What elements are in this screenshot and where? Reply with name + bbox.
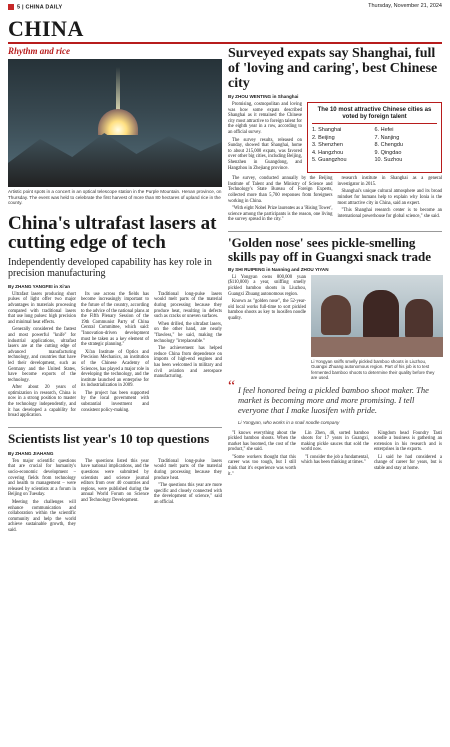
paragraph: research institute in Shanghai as a general investigator in 2015.	[337, 176, 442, 187]
city-item: 10. Suzhou	[374, 157, 403, 163]
article-headline-questions[interactable]: Scientists list year's 10 top questions	[8, 427, 222, 446]
body-column	[81, 292, 149, 421]
paragraph: Shanghai's unique cultural atmosphere and its broad mindset for humans help to explain why Ionia is the most attractive city in China, said an expert.	[337, 189, 442, 206]
pull-quote-text: I feel honored being a pickled bamboo shoot maker. The market is becoming more and more promising. I tell everyone that I make luosifen with pride.	[238, 384, 429, 415]
body-column	[228, 431, 296, 480]
left-column	[8, 46, 222, 536]
city-item: 4. Hangzhou	[312, 149, 344, 156]
right-column	[228, 46, 442, 479]
body-column	[228, 275, 306, 381]
top-cities-box	[307, 102, 442, 173]
body-column	[338, 176, 443, 225]
body-column	[301, 431, 369, 480]
paragraph: When drilled, the ultrafast lasers, on the other hand, are nearly "flawless," he said, making the technology "irreplaceable."	[154, 321, 222, 344]
paragraph: "I consider the job a fundamental, which has been thinking at times."	[301, 454, 369, 466]
brand-logo-icon	[8, 4, 14, 10]
body-column	[154, 292, 222, 421]
paragraph: Its use across the fields has become increasingly important to the future of the country, according to the advice of the national plans at the Fifth Plenary Session of the 19th Communist Party of China Central Committee, which said: "Innovation-driven development must be taken as a key element of the strategic planning."	[81, 291, 149, 348]
top-cities-list	[312, 127, 437, 165]
paragraph: The project has been supported by the local government with substantial investment and consistent policy-making.	[81, 390, 149, 413]
article-body-golden-nose	[228, 431, 442, 480]
photo-kicker: Rhythm and rice	[8, 46, 71, 56]
telescope-concert-photo	[8, 59, 222, 187]
city-item: 8. Chengdu	[374, 142, 403, 148]
person-figure	[363, 290, 399, 340]
paragraph: After about 20 years of optimization in research, China is now in a strong position to master the technology independently, and it has developed a capability for broad application.	[8, 385, 76, 419]
body-column	[8, 292, 76, 421]
paragraph: Ten major scientific questions that are crucial for humanity's socio-economic development – covering fields from technology and health to management – were released by scientists at a forum in Beijing on Tuesday.	[8, 458, 76, 498]
pickle-sniffing-photo	[311, 275, 443, 357]
article-byline-golden-nose: By SHI RUIPENG in Nanning and ZHOU YIYAN	[228, 266, 329, 272]
paragraph: The survey results, released on Sunday, showed that Shanghai, home to about 215,000 expats, was favored over other big cities, including Beijing, Shenzhen in Guangdong, and Hangzhou in Zhejiang province.	[228, 137, 302, 171]
city-item: 1. Shanghai	[312, 127, 342, 133]
issue-date: Thursday, November 21, 2024	[368, 3, 442, 9]
article-body-expats	[228, 176, 442, 225]
cities-right-column	[375, 127, 438, 165]
paragraph: Ultrafast lasers producing short pulses of light offer two major advantages in materials processing compared with traditional lasers that use long pulses: high precision and minimal heat effects.	[8, 291, 76, 325]
pull-quote	[228, 377, 442, 428]
brand-name: CHINA DAILY	[25, 4, 63, 11]
mountain-silhouette	[8, 127, 222, 187]
city-item: 2. Beijing	[312, 134, 335, 141]
city-item: 7. Nanjing	[374, 134, 400, 141]
brand: 5 | CHINA DAILY	[8, 4, 62, 10]
paragraph: "I knows everything about the pickled bamboo shoots. When the market has boomed, the cost of the product," she said.	[228, 430, 296, 453]
cities-left-column	[312, 127, 375, 165]
person-figure	[321, 295, 351, 335]
person-figure	[405, 299, 433, 339]
telescope-dome	[98, 109, 138, 135]
city-item: 3. Shenzhen	[312, 142, 343, 148]
body-column	[228, 176, 333, 225]
paragraph: "The questions this year are more specific and closely connected with the development of science," said an official.	[154, 483, 222, 505]
paragraph: Xi'an Institute of Optics and Precision Mechanics, an institution of the Chinese Academy of Sciences, has played a major role in developing the technology, and the institute launched an enterprise for its industrialization in 2009.	[81, 349, 149, 389]
paragraph: The achievement has helped reduce China from dependence on imports of high-end engines and has been welcomed in military and civil aviation and aerospace manufacturing.	[154, 346, 222, 380]
body-column	[228, 102, 302, 173]
paragraph: Li said he had considered a change of career for years, but is stable and stay at home.	[374, 454, 442, 472]
section-rule	[8, 42, 442, 44]
article-body-lasers	[8, 292, 222, 421]
golden-nose-top-row	[228, 275, 442, 381]
article-headline-lasers[interactable]: China's ultrafast lasers at cutting edge of tech	[8, 212, 217, 253]
paragraph: Generally considered the fastest and most powerful "knife" for industrial applications, ultrafast lasers are at the cutting edge of advanced manufacturing technology, and countries that have led their development, such as Germany and the United States, have become exports of the technology.	[8, 327, 76, 383]
paragraph: Meeting the challenges will enhance communication and collaboration within the scientific community and help the world achieve sustainable growth, they said.	[8, 500, 76, 533]
paragraph: Known as "golden nose", the 52-year-old local works full-time to sort pickled bamboo shoots as key to luosifen noodle quality.	[228, 299, 306, 322]
city-item: 9. Qingdao	[374, 149, 402, 156]
article-headline-golden-nose[interactable]: 'Golden nose' sees pickle-smelling skills pay off in Guangxi snack trade	[228, 231, 442, 264]
body-column	[154, 459, 222, 536]
paragraph: "Some workers thought that this career was too tough, but I still think that it's experience was worth it."	[228, 454, 296, 477]
masthead-bar	[0, 0, 450, 14]
paragraph: The questions listed this year have national implications, and the questions were submitted by scientists and science journal editors from over 40 countries and regions, were published during the annual World Forum on Science and Technology Development.	[81, 458, 149, 503]
article-body-questions	[8, 459, 222, 536]
article-subhead-lasers: Independently developed capability has key role in precision manufacturing	[8, 256, 212, 279]
article-byline-lasers: By ZHANG YANGFEI in Xi'an	[8, 283, 71, 289]
paragraph: "This Shanghai research center is to become an international powerhouse for global science," she said.	[337, 208, 442, 219]
golden-nose-photo-block	[311, 275, 442, 381]
section-title: CHINA	[8, 16, 84, 41]
paragraph: Li Yongyan owns 800,000 yuan ($110,000) a year, sniffing smelly pickled bamboo shoots in Liuzhou, Guangxi Zhuang autonomous region.	[228, 274, 306, 297]
body-column	[81, 459, 149, 536]
paragraph: Kingdom head Foundry Tasti noodle a business is gathering an extension in his research and is enterprises in the exports.	[374, 430, 442, 453]
expats-top-row	[228, 102, 442, 173]
body-column	[374, 431, 442, 480]
paragraph: Promising, cosmopolitan and loving was how some expats described Shanghai as it remained the Chinese city most attractive to foreign talent for the eighth year in a row, according to an official survey.	[228, 102, 302, 135]
table-surface	[311, 337, 443, 357]
photo-caption: Li Yongyan sniffs smelly pickled bamboo shoots in Liuzhou, Guangxi Zhuang autonomous region. Part of his job is to test fermented bamboo shoots to determine their quality before they are used.	[311, 358, 435, 381]
city-item: 5. Guangzhou	[312, 157, 347, 163]
paragraph: Lin Zhen, 46, sorted bamboo shoots for 17 years in Guangxi, making pickle sauces that sold the world now.	[301, 430, 369, 453]
page-number: 5	[17, 4, 21, 11]
pull-quote-source: Li Yongyan, who works in a snail noodle company	[238, 419, 340, 425]
article-headline-expats[interactable]: Surveyed expats say Shanghai, full of 'loving and caring', best Chinese city	[228, 46, 438, 91]
paragraph: Traditional long-pulse lasers would melt parts of the material during processing because they produce heat, resulting in defects such as cracks or uneven surfaces.	[154, 291, 222, 320]
body-column	[8, 459, 76, 536]
paragraph: The survey, conducted annually by the Beijing Institute of Talent and the Ministry of Science and Technology's State Bureau of Foreign Experts, collected more than 5,700 responses from foreigners working in China.	[228, 176, 333, 204]
paragraph: "With eight Nobel Prize laureates as a 'Rising Tower', science among the participants is the reason, one living the survey spread in the city."	[228, 206, 333, 223]
top-cities-title: The 10 most attractive Chinese cities as voted by foreign talent	[312, 107, 437, 124]
photo-caption: Artistic point spots in a concert in an optical telescope station in the Purple Mountain. Henan province, on Thursday. The event was held to celebrate the first harvest of more than 80 hectares of upland rice in the county.	[8, 189, 222, 206]
city-item: 6. Hefei	[374, 127, 394, 133]
article-byline-questions: By ZHANG JIAHANG	[8, 450, 54, 456]
quote-mark-icon: “	[228, 377, 236, 395]
paragraph: Traditional long-pulse lasers would melt parts of the material during processing because they produce heat.	[154, 458, 222, 481]
article-byline-expats: By ZHOU WENTING in Shanghai	[228, 94, 299, 99]
